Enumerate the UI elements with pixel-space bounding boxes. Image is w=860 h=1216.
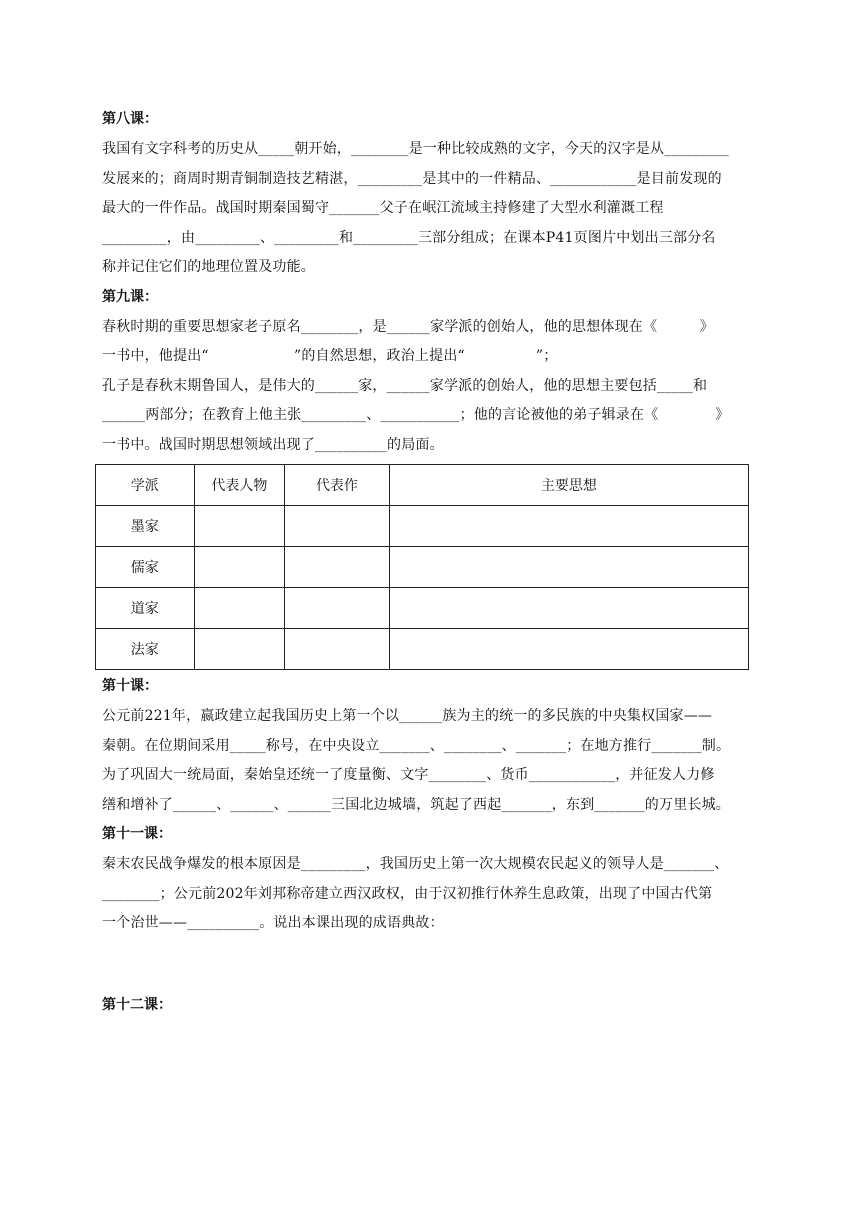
text-line: 我国有文字科考的历史从_____朝开始，________是一种比较成熟的文字，今天的汉字是从_________: [102, 141, 729, 157]
blank-cell[interactable]: [194, 588, 285, 629]
text-line: 孔子是春秋末期鲁国人，是伟大的______家，______家学派的创始人，他的思想主要包括_____和: [102, 377, 708, 394]
table-row: [96, 629, 749, 670]
text-line: 一个治世——__________。说出本课出现的成语典故：: [102, 915, 444, 931]
header-school: 学派: [96, 465, 195, 506]
lesson10-paragraph: [102, 702, 758, 820]
blank-cell[interactable]: [194, 547, 285, 588]
blank-cell[interactable]: [389, 547, 748, 588]
text-line: 公元前221年，嬴政建立起我国历史上第一个以______族为主的统一的多民族的中央集权国家——: [102, 708, 713, 724]
table-row: [96, 547, 749, 588]
blank-cell[interactable]: [285, 506, 390, 547]
blank-cell[interactable]: [194, 506, 285, 547]
lesson11-title: 第十一课：: [102, 826, 172, 842]
blank-cell[interactable]: [389, 506, 748, 547]
text-line: ________；公元前202年刘邦称帝建立西汉政权，由于汉初推行休养生息政策，出现了中国古代第: [102, 885, 713, 902]
lesson11-paragraph: [102, 850, 758, 939]
header-work: 代表作: [285, 465, 390, 506]
blank-cell[interactable]: [285, 629, 390, 670]
blank-cell[interactable]: [285, 547, 390, 588]
header-thought: 主要思想: [389, 465, 748, 506]
blank-cell[interactable]: [389, 588, 748, 629]
blank-cell[interactable]: [285, 588, 390, 629]
lesson8-title: 第八课：: [102, 111, 158, 127]
school-name-cell: 儒家: [96, 547, 195, 588]
text-line: 一书中。战国时期思想领域出现了__________的局面。: [102, 436, 444, 453]
school-name-cell: 道家: [96, 588, 195, 629]
lesson10-title: 第十课：: [102, 678, 158, 694]
schools-table: [95, 464, 749, 670]
text-line: 秦朝。在位期间采用_____称号，在中央设立_______、________、_______；在地方推行_______制。: [102, 737, 731, 754]
blank-cell[interactable]: [389, 629, 748, 670]
table-header-row: [96, 465, 749, 506]
text-line: 秦末农民战争爆发的根本原因是_________，我国历史上第一次大规模农民起义的领导人是_______、: [102, 856, 729, 872]
school-name-cell: 法家: [96, 629, 195, 670]
text-line: 春秋时期的重要思想家老子原名________，是______家学派的创始人，他的思想体现在《 》: [102, 318, 714, 335]
blank-cell[interactable]: [194, 629, 285, 670]
text-line: ______两部分；在教育上他主张_________、___________；他的言论被他的弟子辑录在《 》: [102, 407, 730, 423]
lesson9-paragraph: [102, 313, 758, 461]
lesson8-paragraph: [102, 135, 758, 283]
document-page: [102, 105, 758, 1021]
text-line: 为了巩固大一统局面，秦始皇还统一了度量衡、文字________、货币____________，并征发人力修: [102, 767, 715, 783]
table-row: [96, 588, 749, 629]
text-line: _________，由_________、_________和_________三部分组成；在课本P41页图片中划出三部分名: [102, 229, 716, 246]
text-line: 发展来的；商周时期青铜制造技艺精湛，_________是其中的一件精品、____________是目前发现的: [102, 170, 722, 187]
text-line: 最大的一件作品。战国时期秦国蜀守_______父子在岷江流域主持修建了大型水利灌溉工程: [102, 200, 664, 216]
lesson12-title: 第十二课：: [102, 996, 172, 1013]
table-row: [96, 506, 749, 547]
text-line: 一书中，他提出“ ”的自然思想，政治上提出“ ”；: [102, 348, 558, 364]
header-representative: 代表人物: [194, 465, 285, 506]
text-line: 称并记住它们的地理位置及功能。: [102, 259, 315, 275]
school-name-cell: 墨家: [96, 506, 195, 547]
answer-space[interactable]: [102, 939, 758, 991]
lesson9-title: 第九课：: [102, 288, 158, 305]
text-line: 缮和增补了______、______、______三国北边城墙，筑起了西起_______，东到_______的万里长城。: [102, 796, 730, 813]
